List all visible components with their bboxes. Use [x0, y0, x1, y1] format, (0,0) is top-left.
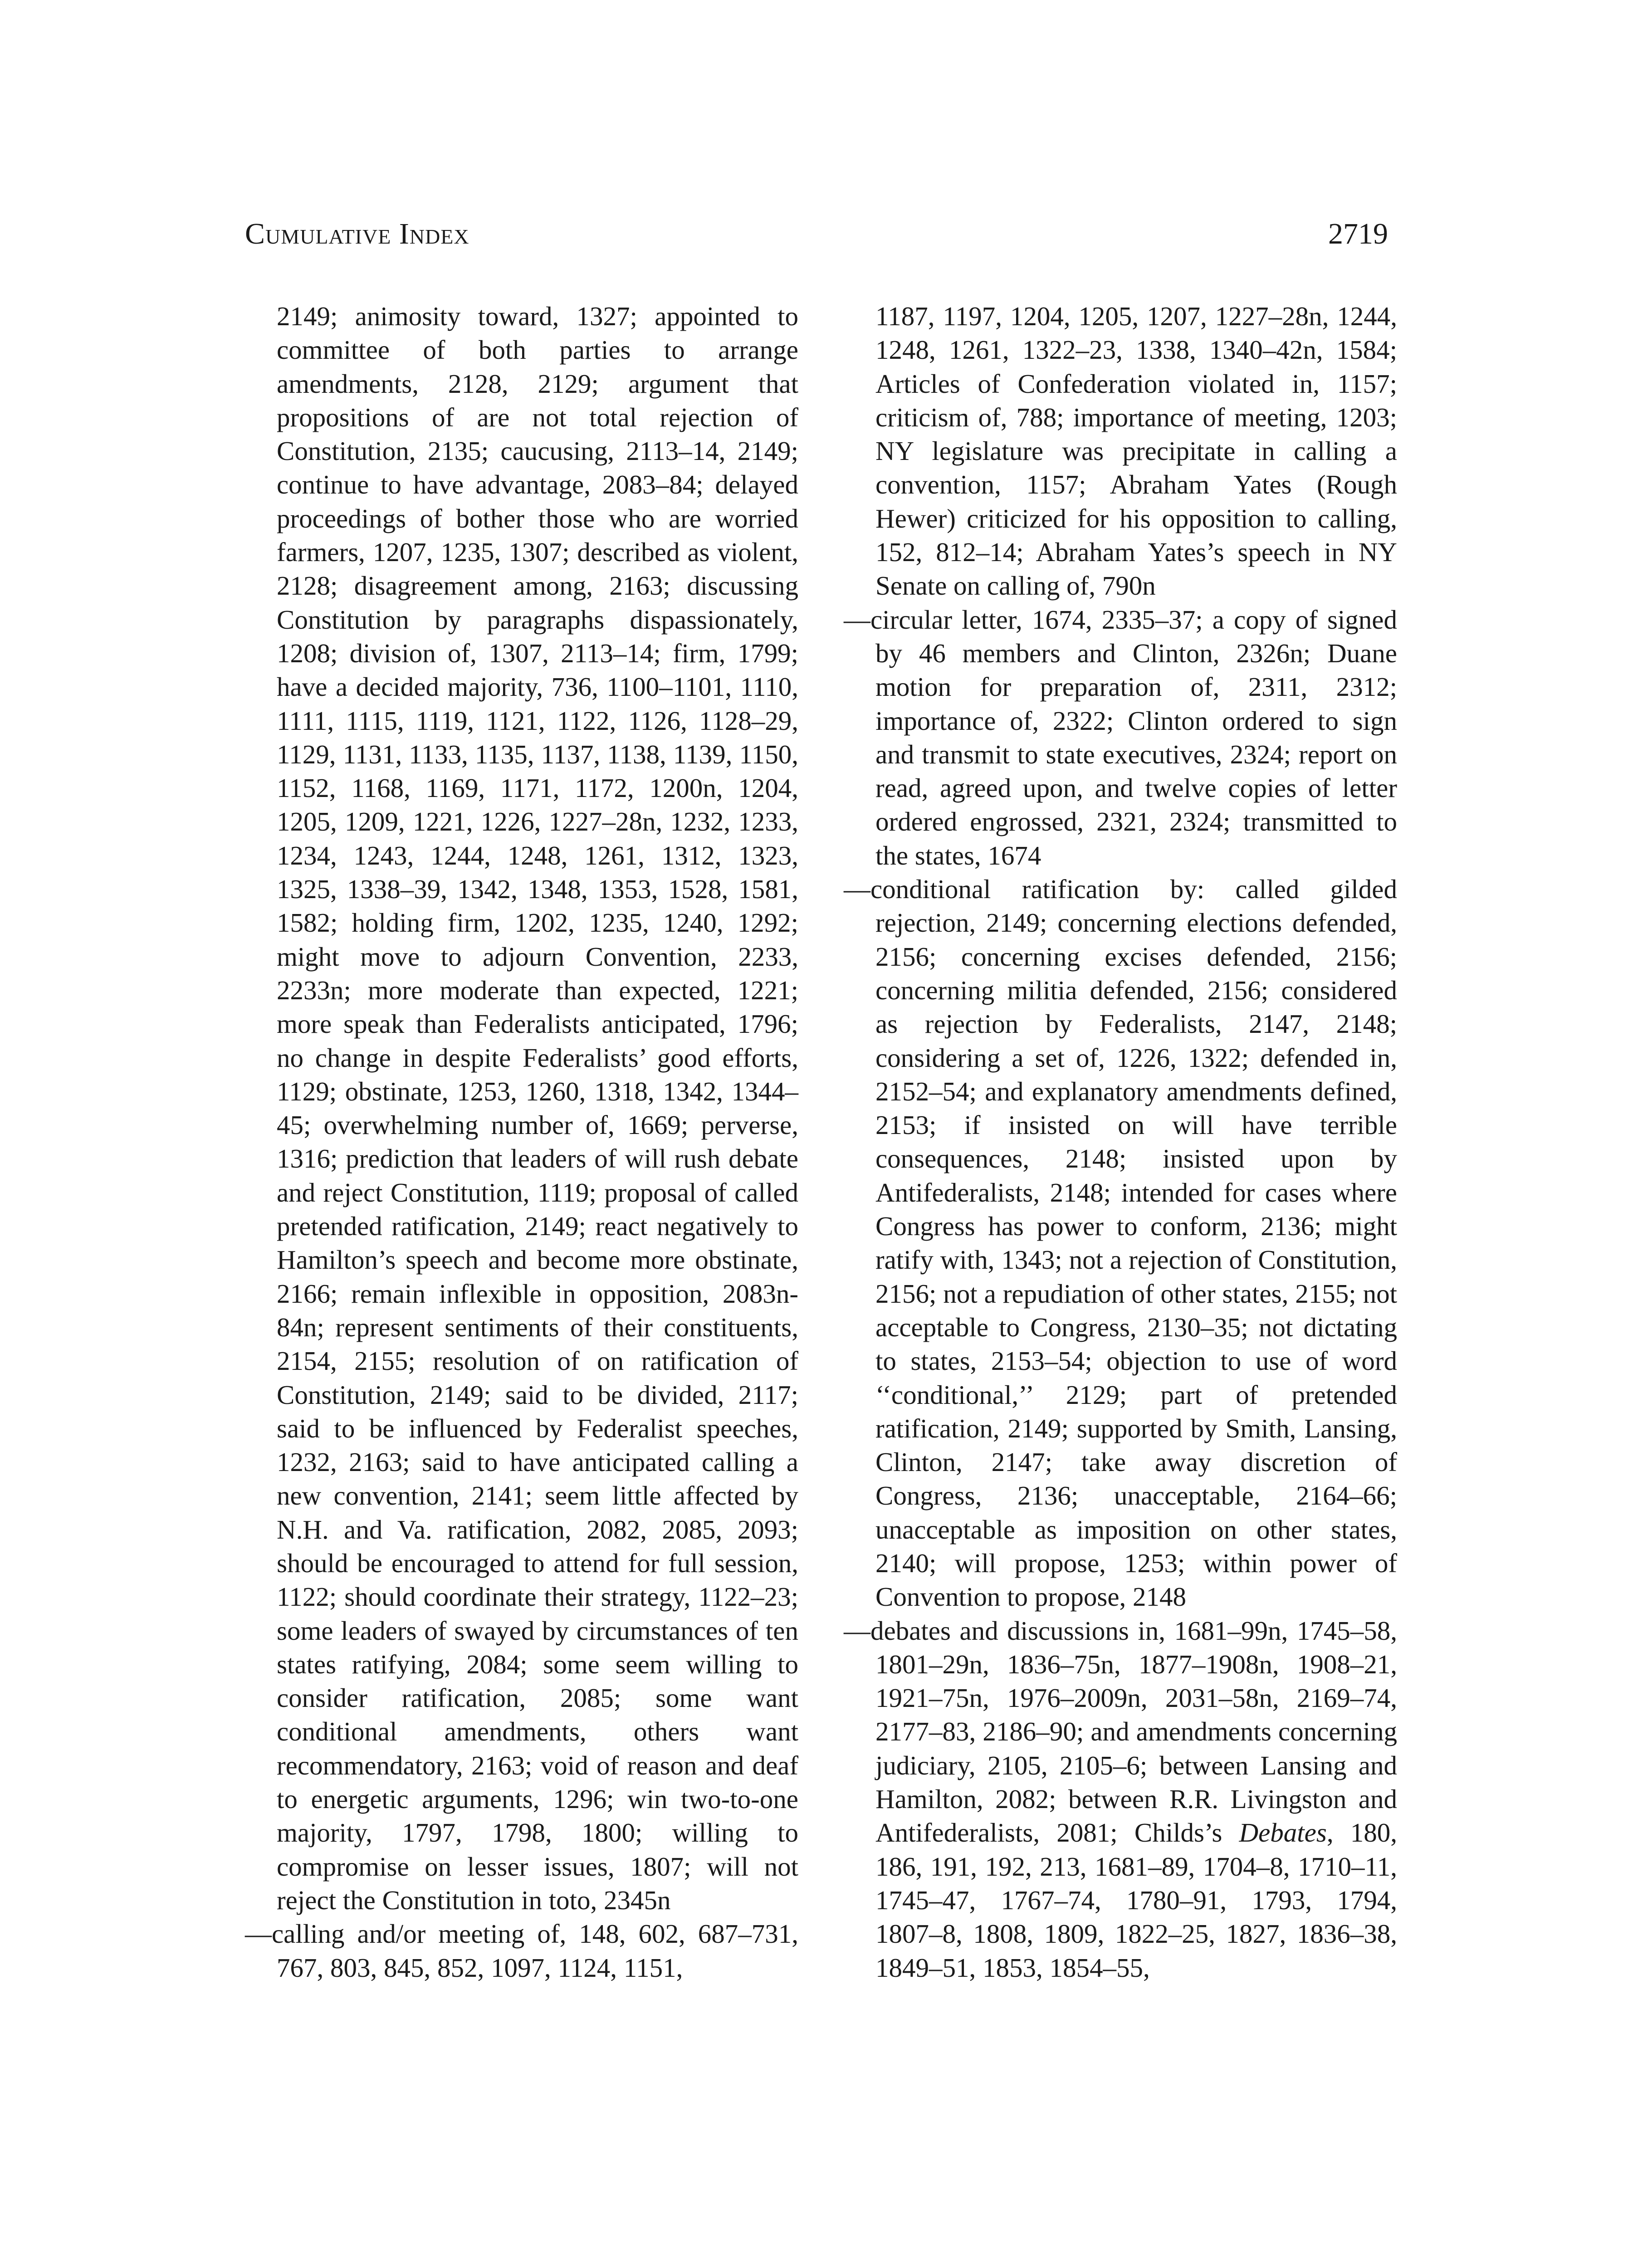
debates-text-before: —debates and discussions in, 1681–99n, 1745–58, 1801–29n, 1836–75n, 1877–1908n, 1908–21, 1921–75n, 1976–2009n, 2031–58n, 2169–74, 2177–83, 2186–90; and amendments concerning judiciary, 2105, 2105–6; between Lansing and Hamilton, 2082; between R.R. Livingston and Antifederalists, 2081; Childs’s [844, 1615, 1397, 1848]
index-entry-calling: —calling and/or meeting of, 148, 602, 687–731, 767, 803, 845, 852, 1097, 1124, 1151, [245, 1919, 798, 1983]
left-column [245, 299, 798, 1984]
index-entry-conditional-ratification: —conditional ratification by: called gilded rejection, 2149; concerning elections defended, 2156; concerning excises defended, 2156; concerning militia defended, 2156; considered as rejection by Federalists, 2147, 2148; considering a set of, 1226, 1322; defended in, 2152–54; and explanatory amendments defined, 2153; if insisted on will have terrible consequences, 2148; insisted upon by Antifederalists, 2148; intended for cases where Congress has power to conform, 2136; might ratify with, 1343; not a rejection of Constitution, 2156; not a repudiation of other states, 2155; not acceptable to Congress, 2130–35; not dictating to states, 2153–54; objection to use of word ‘‘conditional,’’ 2129; part of pretended ratification, 2149; supported by Smith, Lansing, Clinton, 2147; take away discretion of Congress, 2136; unacceptable, 2164–66; unacceptable as imposition on other states, 2140; will propose, 1253; within power of Convention to propose, 2148 [844, 874, 1397, 1612]
debates-title-italic: Debates [1239, 1818, 1327, 1848]
running-title: Cumulative Index [245, 217, 469, 250]
right-column [844, 299, 1397, 1984]
index-entry-circular-letter: —circular letter, 1674, 2335–37; a copy of signed by 46 members and Clinton, 2326n; Duane motion for preparation of, 2311, 2312; importance of, 2322; Clinton ordered to sign and transmit to state executives, 2324; report on read, agreed upon, and twelve copies of letter ordered engrossed, 2321, 2324; transmitted to the states, 1674 [844, 604, 1397, 870]
debates-text-after: , 180, 186, 191, 192, 213, 1681–89, 1704–8, 1710–11, 1745–47, 1767–74, 1780–91, 1793, 1794, 1807–8, 1808, 1809, 1822–25, 1827, 1836–38, 1849–51, 1853, 1854–55, [875, 1818, 1398, 1983]
index-continuation-right: 1187, 1197, 1204, 1205, 1207, 1227–28n, 1244, 1248, 1261, 1322–23, 1338, 1340–42n, 1584; Articles of Confederation violated in, 1157; criticism of, 788; importance of meeting, 1203; NY legislature was precipitate in calling a convention, 1157; Abraham Yates (Rough Hewer) criticized for his opposition to calling, 152, 812–14; Abraham Yates’s speech in NY Senate on calling of, 790n [875, 301, 1397, 601]
index-entry-debates [844, 1614, 1398, 1984]
page-number: 2719 [1328, 217, 1388, 250]
running-head [245, 217, 1388, 258]
index-continuation-left: 2149; animosity toward, 1327; appointed to committee of both parties to arrange amendments, 2128, 2129; argument that propositions of are not total rejection of Constitution, 2135; caucusing, 2113–14, 2149; continue to have advantage, 2083–84; delayed proceedings of bother those who are worried farmers, 1207, 1235, 1307; described as violent, 2128; disagreement among, 2163; discussing Constitution by paragraphs dispassionately, 1208; division of, 1307, 2113–14; firm, 1799; have a decided majority, 736, 1100–1101, 1110, 1111, 1115, 1119, 1121, 1122, 1126, 1128–29, 1129, 1131, 1133, 1135, 1137, 1138, 1139, 1150, 1152, 1168, 1169, 1171, 1172, 1200n, 1204, 1205, 1209, 1221, 1226, 1227–28n, 1232, 1233, 1234, 1243, 1244, 1248, 1261, 1312, 1323, 1325, 1338–39, 1342, 1348, 1353, 1528, 1581, 1582; holding firm, 1202, 1235, 1240, 1292; might move to adjourn Convention, 2233, 2233n; more moderate than expected, 1221; more speak than Federalists anticipated, 1796; no change in despite Federalists’ good efforts, 1129; obstinate, 1253, 1260, 1318, 1342, 1344–45; overwhelming number of, 1669; perverse, 1316; prediction that leaders of will rush debate and reject Constitution, 1119; proposal of called pretended ratification, 2149; react negatively to Hamilton’s speech and become more obstinate, 2166; remain inflexible in opposition, 2083n-84n; represent sentiments of their constituents, 2154, 2155; resolution of on ratification of Constitution, 2149; said to be divided, 2117; said to be influenced by Federalist speeches, 1232, 2163; said to have anticipated calling a new convention, 2141; seem little affected by N.H. and Va. ratification, 2082, 2085, 2093; should be encouraged to attend for full session, 1122; should coordinate their strategy, 1122–23; some leaders of swayed by circumstances of ten states ratifying, 2084; some seem willing to consider ratification, 2085; some want conditional amendments, others want recommendatory, 2163; void of reason and deaf to energetic arguments, 1296; win two-to-one majority, 1797, 1798, 1800; willing to compromise on lesser issues, 1807; will not reject the Constitution in toto, 2345n [277, 301, 798, 1915]
